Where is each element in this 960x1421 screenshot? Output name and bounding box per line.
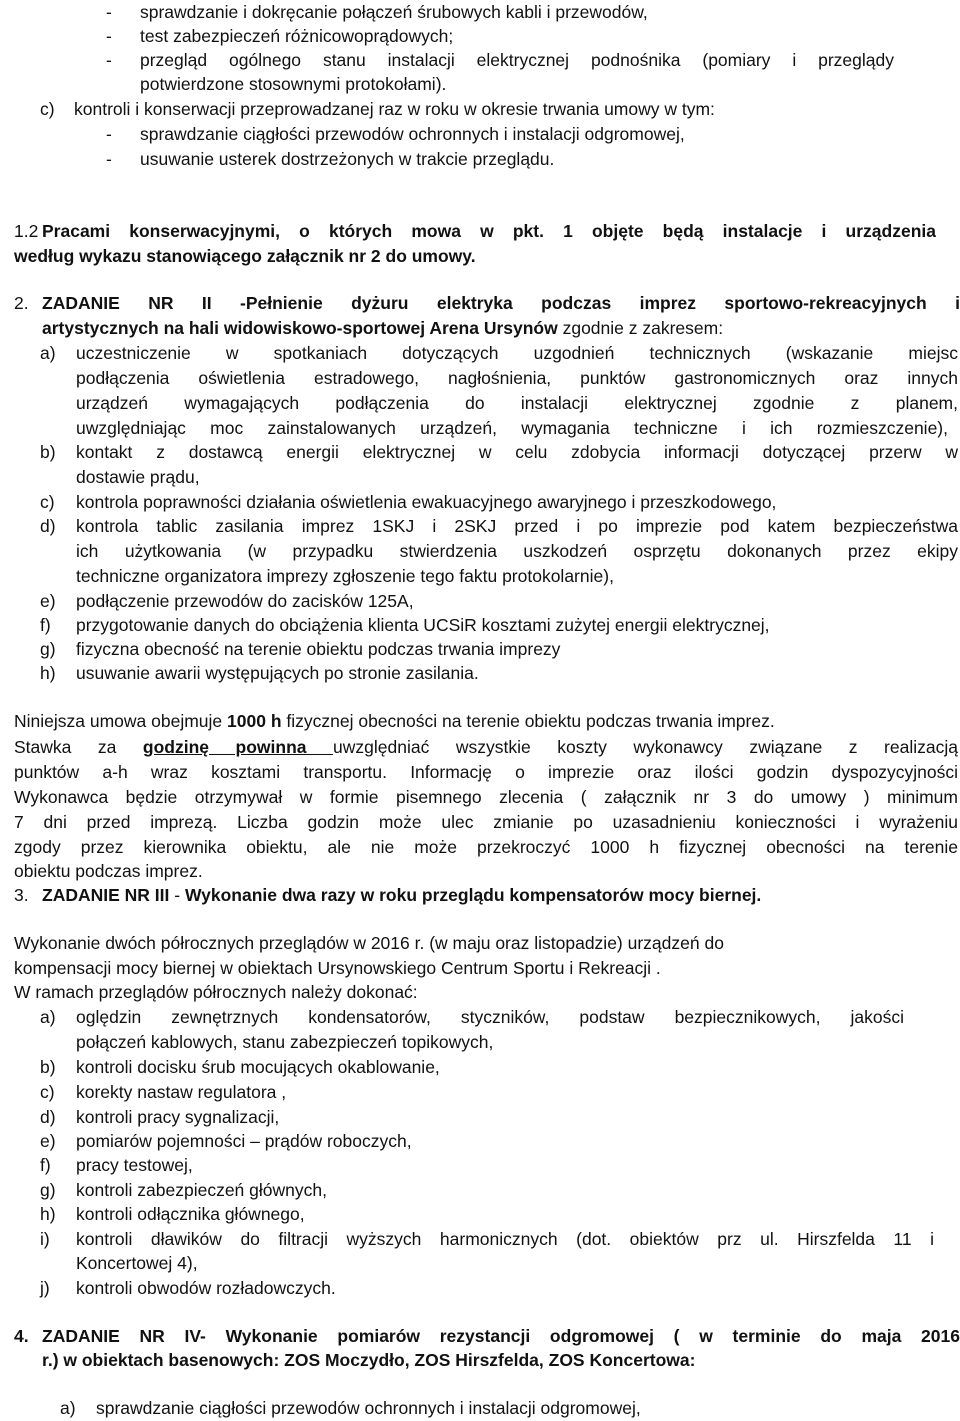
list-marker: c) bbox=[40, 1082, 55, 1102]
list-item-text: test zabezpieczeń różnicowoprądowych; bbox=[140, 26, 454, 46]
list-marker: b) bbox=[40, 442, 56, 462]
list-item-text: przegląd ogólnego stanu instalacji elektrycznej podnośnika (pomiary i przeglądy bbox=[140, 50, 894, 70]
list-item-text: kontrola poprawności działania oświetlenia ewakuacyjnego awaryjnego i przeszkodowego, bbox=[76, 492, 777, 512]
list-item-text: połączeń kablowych, stanu zabezpieczeń topikowych, bbox=[76, 1032, 494, 1052]
list-item-text: uwzględniając moc zainstalowanych urządzeń, wymagania techniczne i ich rozmieszczenie), bbox=[76, 418, 948, 438]
section-number: 1.2 bbox=[14, 221, 39, 241]
section-heading: ZADANIE NR IV- Wykonanie pomiarów rezystancji odgromowej ( w terminie do maja 2016 bbox=[42, 1326, 960, 1346]
paragraph-text: Stawka za bbox=[14, 737, 143, 757]
list-marker: g) bbox=[40, 639, 56, 659]
list-item-text: kontroli docisku śrub mocujących okablowanie, bbox=[76, 1057, 440, 1077]
list-item-text: fizyczna obecność na terenie obiektu podczas trwania imprezy bbox=[76, 639, 561, 659]
list-marker: e) bbox=[40, 1131, 56, 1151]
list-marker: c) bbox=[40, 99, 55, 119]
list-item-text: Koncertowej 4), bbox=[76, 1253, 198, 1273]
list-marker: g) bbox=[40, 1180, 56, 1200]
list-item-text: kontroli dławików do filtracji wyższych harmonicznych (dot. obiektów prz ul. Hirszfelda 11 i bbox=[76, 1229, 934, 1249]
list-item-text: usuwanie awarii występujących po stronie zasilania. bbox=[76, 663, 479, 683]
paragraph-line: obiektu podczas imprez. bbox=[14, 861, 203, 881]
list-item-text: oględzin zewnętrznych kondensatorów, styczników, podstaw bezpiecznikowych, jakości bbox=[76, 1007, 904, 1027]
list-marker: h) bbox=[40, 663, 56, 683]
section-heading-sep: - bbox=[169, 885, 185, 905]
list-item-text: podłączenia oświetlenia estradowego, nagłośnienia, punktów gastronomicznych oraz innych bbox=[76, 368, 958, 388]
list-item-text: kontroli zabezpieczeń głównych, bbox=[76, 1180, 327, 1200]
list-marker: d) bbox=[40, 516, 56, 536]
list-marker: - bbox=[106, 149, 112, 169]
section-heading: Pracami konserwacyjnymi, o których mowa w pkt. 1 objęte będą instalacje i urządzenia bbox=[42, 221, 936, 241]
section-heading: ZADANIE NR II -Pełnienie dyżuru elektryka podczas imprez sportowo-rekreacyjnych i bbox=[42, 293, 960, 313]
list-item-text: urządzeń wymagających podłączenia do instalacji elektrycznej zgodnie z planem, bbox=[76, 393, 958, 413]
list-marker: a) bbox=[60, 1398, 76, 1418]
underlined-phrase: godzinę powinna bbox=[142, 737, 334, 757]
list-marker: - bbox=[106, 124, 112, 144]
list-marker: - bbox=[106, 50, 112, 70]
list-item-text: usuwanie usterek dostrzeżonych w trakcie przeglądu. bbox=[140, 149, 555, 169]
section-heading bbox=[42, 316, 723, 340]
list-item-text: kontrola tablic zasilania imprez 1SKJ i 2SKJ przed i po imprezie pod katem bezpieczeństwa bbox=[76, 516, 958, 536]
section-heading: r.) w obiektach basenowych: ZOS Moczydło, ZOS Hirszfelda, ZOS Koncertowa: bbox=[42, 1350, 696, 1370]
paragraph-text: uwzględniać wszystkie koszty wykonawcy związane z realizacją bbox=[333, 737, 958, 757]
list-item-text: pracy testowej, bbox=[76, 1155, 193, 1175]
list-marker: f) bbox=[40, 1155, 51, 1175]
list-marker: j) bbox=[40, 1278, 50, 1298]
list-item-text: kontroli odłącznika głównego, bbox=[76, 1204, 305, 1224]
list-item-text: kontroli i konserwacji przeprowadzanej raz w roku w okresie trwania umowy w tym: bbox=[74, 99, 715, 119]
section-number: 2. bbox=[14, 293, 29, 313]
section-number: 3. bbox=[14, 885, 29, 905]
paragraph-line: Wykonanie dwóch półrocznych przeglądów w 2016 r. (w maju oraz listopadzie) urządzeń do bbox=[14, 933, 724, 953]
list-item-text: potwierdzone stosownymi protokołami). bbox=[140, 74, 447, 94]
list-marker: i) bbox=[40, 1229, 50, 1249]
list-item-text: ich użytkowania (w przypadku stwierdzenia uszkodzeń osprzętu dokonanych przez ekipy bbox=[76, 541, 958, 561]
list-marker: d) bbox=[40, 1107, 56, 1127]
list-marker: b) bbox=[40, 1057, 56, 1077]
list-item-text: sprawdzanie i dokręcanie połączeń śrubowych kabli i przewodów, bbox=[140, 2, 648, 22]
list-item-text: kontroli obwodów rozładowczych. bbox=[76, 1278, 336, 1298]
paragraph-line: kompensacji mocy biernej w obiektach Ursynowskiego Centrum Sportu i Rekreacji . bbox=[14, 958, 661, 978]
list-item-text: pomiarów pojemności – prądów roboczych, bbox=[76, 1131, 412, 1151]
section-heading-bold: ZADANIE NR III bbox=[42, 885, 170, 905]
section-heading-rest: zgodnie z zakresem: bbox=[557, 318, 724, 338]
list-marker: a) bbox=[40, 1007, 56, 1027]
paragraph-line: 7 dni przed imprezą. Liczba godzin może ulec zmianie po uzasadnieniu konieczności i wyrażeniu bbox=[14, 812, 958, 832]
paragraph-line: Wykonawca będzie otrzymywał w formie pisemnego zlecenia ( załącznik nr 3 do umowy ) minimum bbox=[14, 787, 958, 807]
section-number: 4. bbox=[14, 1326, 29, 1346]
list-item-text: sprawdzanie ciągłości przewodów ochronnych i instalacji odgromowej, bbox=[96, 1398, 641, 1418]
list-item-text: uczestniczenie w spotkaniach dotyczących uzgodnień technicznych (wskazanie miejsc bbox=[76, 343, 958, 363]
section-heading-bold: artystycznych na hali widowiskowo-sportowej Arena Ursynów bbox=[42, 318, 558, 338]
list-marker: - bbox=[106, 26, 112, 46]
section-heading bbox=[42, 883, 761, 907]
list-item-text: podłączenie przewodów do zacisków 125A, bbox=[76, 591, 414, 611]
paragraph-line: punktów a-h wraz kosztami transportu. Informację o imprezie oraz ilości godzin dyspozycyjności bbox=[14, 762, 958, 782]
list-item-text: przygotowanie danych do obciążenia klienta UCSiR kosztami zużytej energii elektrycznej, bbox=[76, 615, 770, 635]
list-item-text: techniczne organizatora imprezy zgłoszenie tego faktu protokolarnie), bbox=[76, 566, 614, 586]
list-marker: e) bbox=[40, 591, 56, 611]
list-item-text: kontakt z dostawcą energii elektrycznej w celu zdobycia informacji dotyczącej przerw w bbox=[76, 442, 958, 462]
list-marker: f) bbox=[40, 615, 51, 635]
list-marker: a) bbox=[40, 343, 56, 363]
paragraph-line bbox=[14, 735, 958, 759]
section-heading-bold: Wykonanie dwa razy w roku przeglądu kompensatorów mocy biernej. bbox=[184, 885, 762, 905]
paragraph-text: fizycznej obecności na terenie obiektu podczas trwania imprez. bbox=[281, 711, 775, 731]
hours-value: 1000 h bbox=[227, 711, 282, 731]
list-item-text: kontroli pracy sygnalizacji, bbox=[76, 1107, 280, 1127]
list-item-text: dostawie prądu, bbox=[76, 467, 200, 487]
list-item-text: sprawdzanie ciągłości przewodów ochronnych i instalacji odgromowej, bbox=[140, 124, 685, 144]
paragraph-text: Niniejsza umowa obejmuje bbox=[14, 711, 228, 731]
section-heading: według wykazu stanowiącego załącznik nr 2 do umowy. bbox=[14, 246, 476, 266]
paragraph-line: zgody przez kierownika obiektu, ale nie może przekroczyć 1000 h fizycznej obecności na terenie bbox=[14, 837, 958, 857]
paragraph-line bbox=[14, 709, 775, 733]
list-item-text: korekty nastaw regulatora , bbox=[76, 1082, 287, 1102]
list-marker: - bbox=[106, 2, 112, 22]
list-marker: h) bbox=[40, 1204, 56, 1224]
paragraph-line: W ramach przeglądów półrocznych należy dokonać: bbox=[14, 982, 418, 1002]
list-marker: c) bbox=[40, 492, 55, 512]
